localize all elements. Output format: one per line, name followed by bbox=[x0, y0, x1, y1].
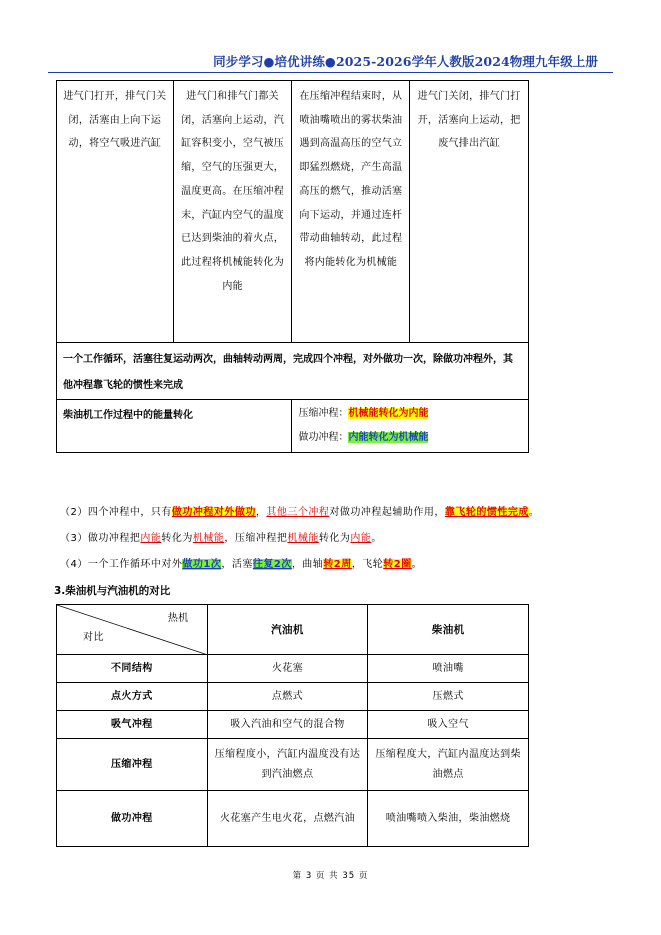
corner-bottom-label: 对比 bbox=[83, 632, 104, 643]
note-3-highlight-3: 机械能 bbox=[287, 533, 319, 544]
row-label: 不同结构 bbox=[57, 655, 208, 683]
gasoline-cell: 火花塞产生电火花，点燃汽油 bbox=[207, 791, 368, 847]
gasoline-cell: 点燃式 bbox=[207, 683, 368, 711]
corner-header-cell bbox=[57, 605, 208, 655]
power-value: 内能转化为机械能 bbox=[348, 432, 429, 443]
diesel-column-header: 柴油机 bbox=[368, 605, 529, 655]
row-label: 吸气冲程 bbox=[57, 711, 208, 739]
exhaust-stroke-cell: 进气门关闭，排气门打开，活塞向上运动，把废气排出汽缸 bbox=[410, 81, 529, 343]
note-2: （2）四个冲程中，只有做功冲程对外做功，其他三个冲程对做功冲程起辅助作用，靠飞轮的惯性完成。 bbox=[60, 507, 540, 518]
diesel-cell: 吸入空气 bbox=[368, 711, 529, 739]
gasoline-column-header: 汽油机 bbox=[207, 605, 368, 655]
row-label: 做功冲程 bbox=[57, 791, 208, 847]
gasoline-cell: 吸入汽油和空气的混合物 bbox=[207, 711, 368, 739]
compression-stroke-cell: 进气门和排气门都关闭，活塞向上运动，汽缸容积变小，空气被压缩，空气的压强更大，温度更高。在压缩冲程末，汽缸内空气的温度已达到柴油的着火点，此过程将机械能转化为内能 bbox=[173, 81, 292, 343]
compress-label: 压缩冲程： bbox=[298, 408, 349, 419]
compress-value: 机械能转化为内能 bbox=[348, 408, 429, 419]
note-2-highlight-3: 靠飞轮的惯性完成 bbox=[444, 507, 529, 518]
page-footer: 第 3 页 共 35 页 bbox=[292, 871, 369, 881]
note-3-highlight-2: 机械能 bbox=[192, 533, 225, 544]
gasoline-cell: 压缩程度小，汽缸内温度没有达到汽油燃点 bbox=[207, 739, 368, 791]
section-title: 3.柴油机与汽油机的对比 bbox=[54, 585, 171, 597]
note-3-highlight-1: 内能 bbox=[140, 533, 162, 544]
power-label: 做功冲程： bbox=[298, 432, 349, 443]
row-label: 压缩冲程 bbox=[57, 739, 208, 791]
stroke-description-table bbox=[56, 80, 529, 453]
diesel-cell: 喷油嘴 bbox=[368, 655, 529, 683]
note-4-highlight-2: 往复2次 bbox=[252, 559, 292, 570]
note-4-highlight-1: 做功1次 bbox=[182, 559, 222, 570]
note-3-highlight-4: 内能 bbox=[350, 533, 372, 544]
note-2-highlight-2: 其他三个冲程 bbox=[266, 507, 330, 518]
power-stroke-cell: 在压缩冲程结束时，从喷油嘴喷出的雾状柴油遇到高温高压的空气立即猛烈燃烧，产生高温高压的燃气，推动活塞向下运动，并通过连杆带动曲轴转动，此过程将内能转化为机械能 bbox=[292, 81, 410, 343]
corner-top-label: 热机 bbox=[167, 613, 189, 624]
note-2-highlight-1: 做功冲程对外做功 bbox=[171, 507, 256, 518]
header-divider bbox=[48, 72, 613, 73]
row-label: 点火方式 bbox=[57, 683, 208, 711]
engine-comparison-table bbox=[56, 604, 529, 847]
page-header-title: 同步学习●培优讲练●2025-2026学年人教版2024物理九年级上册 bbox=[213, 54, 598, 69]
diesel-cell: 压燃式 bbox=[368, 683, 529, 711]
note-4-highlight-3: 转2周 bbox=[323, 559, 352, 570]
cycle-note: 一个工作循环，活塞往复运动两次，曲轴转动两周，完成四个冲程，对外做功一次，除做功冲程外，其他冲程靠飞轮的惯性来完成 bbox=[57, 343, 529, 400]
note-3: （3）做功冲程把内能转化为机械能，压缩冲程把机械能转化为内能。 bbox=[60, 533, 382, 544]
energy-conversion-label: 柴油机工作过程中的能量转化 bbox=[57, 400, 292, 453]
note-4-highlight-4: 转2圈 bbox=[383, 559, 412, 570]
note-4: （4）一个工作循环中对外做功1次，活塞往复2次，曲轴转2周，飞轮转2圈。 bbox=[60, 559, 423, 570]
diesel-cell: 喷油嘴喷入柴油，柴油燃烧 bbox=[368, 791, 529, 847]
gasoline-cell: 火花塞 bbox=[207, 655, 368, 683]
intake-stroke-cell: 进气门打开，排气门关闭，活塞由上向下运动，将空气吸进汽缸 bbox=[57, 81, 174, 343]
energy-conversion-values bbox=[292, 400, 529, 453]
diesel-cell: 压缩程度大，汽缸内温度达到柴油燃点 bbox=[368, 739, 529, 791]
